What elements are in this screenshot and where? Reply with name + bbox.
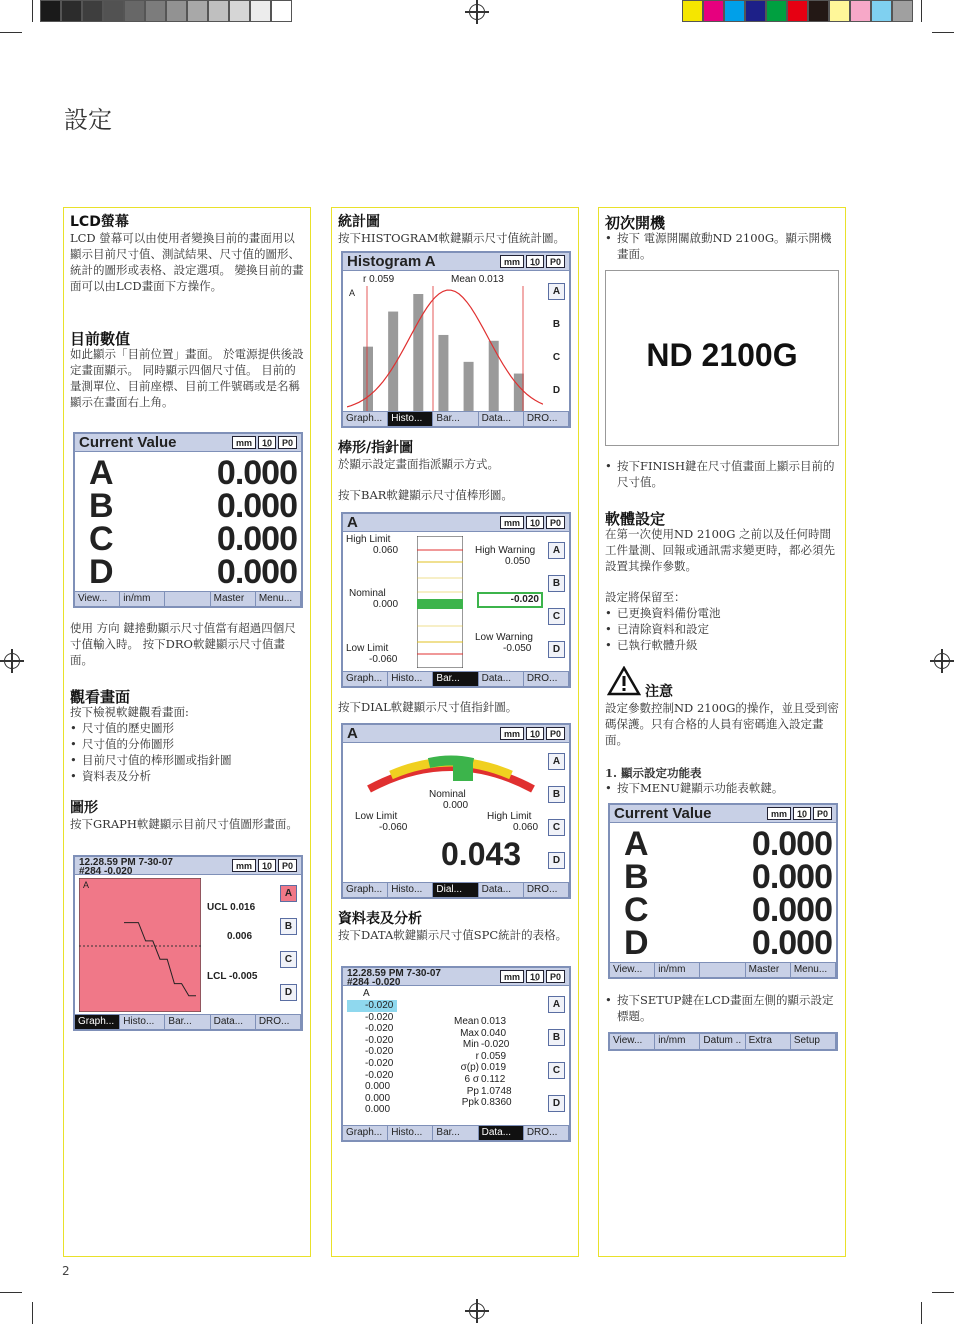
bar-text-2: 按下BAR軟鍵顯示尺寸值棒形圖。 (338, 488, 513, 502)
stat-value: 0.112 (481, 1073, 506, 1085)
part-indicator: P0 (546, 727, 565, 740)
low-limit-label: Low Limit (355, 811, 398, 822)
stat-row (445, 1039, 531, 1051)
color-swatch (703, 0, 724, 22)
softkey-dro[interactable]: DRO... (256, 1015, 301, 1029)
data-row: -0.020 (365, 1011, 394, 1023)
axis-key-b[interactable]: B (548, 786, 565, 803)
first-heading: 初次開機 (605, 214, 666, 232)
keep-list (605, 605, 841, 653)
scroll-text: 使用 方向 鍵捲動顯示尺寸值當有超過四個尺寸值輸入時。 按下DRO軟鍵顯示尺寸值畫面。 (70, 621, 296, 667)
unit-in-icon: 1̲0 (258, 859, 276, 872)
axis-value: 0.000 (751, 858, 832, 896)
unit-mm: mm (500, 970, 524, 983)
unit-mm: mm (767, 807, 791, 820)
stat-value: 0.019 (481, 1062, 507, 1074)
soft-heading: 軟體設定 (605, 510, 666, 528)
menu-heading: 1. 顯示設定功能表 (605, 766, 702, 780)
stat-row (445, 1074, 531, 1086)
unit-in-icon: 1̲0 (526, 516, 544, 529)
softkey-master[interactable]: Master (746, 963, 791, 977)
data-timestamp: 12.28.59 PM 7-30-07 (347, 968, 441, 979)
unit-in-icon: 1̲0 (526, 970, 544, 983)
axis-label: D (624, 924, 649, 962)
bar-screen (341, 512, 571, 688)
crop-mark (932, 32, 954, 33)
color-swatch (829, 0, 850, 22)
stat-label: Ppk (461, 1097, 479, 1109)
axis-key-c[interactable]: C (548, 819, 565, 836)
current-value-screen (73, 432, 303, 608)
high-limit-label: High Limit (487, 811, 532, 822)
registration-mark-icon (469, 1303, 485, 1319)
color-swatch (61, 0, 82, 22)
color-swatch (250, 0, 271, 22)
color-swatch (229, 0, 250, 22)
soft-text: 在第一次使用ND 2100G 之前以及任何時間工件量測、回報或通訊需求變更時，都必須先設置其操作參數。 (605, 527, 835, 573)
axis-label: A (89, 454, 114, 492)
low-limit-value: -0.060 (369, 654, 398, 665)
unit-in-icon: 1̲0 (526, 727, 544, 740)
data-row: -0.020 (365, 1069, 394, 1081)
softkey-graph[interactable]: Graph... (75, 1015, 120, 1029)
screen-title: Current Value (79, 434, 177, 451)
histogram-screen (341, 251, 571, 428)
color-swatch (682, 0, 703, 22)
color-swatch (271, 0, 292, 22)
graph-part: #284 -0.020 (79, 866, 133, 877)
page-title: 設定 (64, 106, 112, 134)
softkey-data[interactable]: Data... (479, 1126, 524, 1140)
axis-key-a[interactable]: A (548, 283, 565, 300)
stat-value: 0.059 (481, 1050, 507, 1062)
stat-row (445, 1086, 531, 1098)
note-heading: 注意 (645, 684, 673, 700)
splash-text: ND 2100G (646, 337, 798, 373)
axis-value: 0.000 (751, 825, 832, 863)
softkey-dro[interactable]: DRO... (524, 883, 569, 897)
softkey-graph[interactable]: Graph... (343, 883, 388, 897)
stat-value: 0.013 (481, 1016, 507, 1027)
axis-key-b[interactable]: B (548, 575, 565, 592)
stat-label: Mean (453, 1016, 479, 1027)
axis-key-d[interactable]: D (548, 1095, 565, 1112)
page-number: 2 (62, 1264, 70, 1278)
softkey-setup[interactable]: Setup (791, 1034, 836, 1049)
axis-label: B (624, 858, 649, 896)
screen-axis: A (347, 514, 358, 531)
low-limit-value: -0.060 (379, 822, 408, 833)
dial-text: 按下DIAL軟鍵顯示尺寸值指針圖。 (338, 700, 518, 714)
axis-label: B (89, 487, 114, 525)
nominal-value: 0.000 (373, 599, 399, 610)
low-limit-label: Low Limit (346, 643, 389, 654)
softkey-data[interactable]: Data... (479, 883, 524, 897)
axis-value: 0.000 (751, 891, 832, 929)
softkey-in-mm[interactable]: in/mm (655, 963, 700, 977)
histogram-bar (464, 362, 474, 411)
stat-row (445, 1028, 531, 1040)
unit-mm: mm (232, 436, 256, 449)
axis-key-a[interactable]: A (548, 996, 565, 1013)
color-swatch (103, 0, 124, 22)
softkey-menu[interactable]: Menu... (791, 963, 836, 977)
histogram-bar (514, 374, 524, 411)
axis-key-d[interactable]: D (548, 641, 565, 658)
graph-plot (79, 878, 201, 1012)
dial-reading: 0.043 (441, 836, 522, 872)
view-text: 按下檢視軟鍵觀看畫面: (70, 705, 189, 719)
color-swatch (892, 0, 913, 22)
softkey-blank[interactable] (700, 963, 745, 977)
stat-row (445, 1051, 531, 1063)
crop-mark (32, 1302, 33, 1324)
crop-mark (921, 0, 922, 22)
unit-in-icon: 1̲0 (793, 807, 811, 820)
softkey-menu[interactable]: Menu... (256, 592, 301, 606)
list-item: • 尺寸值的分佈圖形 (70, 736, 306, 752)
list-item: • 按下 電源開關啟動ND 2100G。顯示開機畫面。 (605, 230, 841, 262)
crop-mark (0, 1292, 22, 1293)
screen-axis: A (347, 725, 358, 742)
warning-icon (607, 666, 641, 696)
graph-timestamp: 12.28.59 PM 7-30-07 (79, 857, 173, 868)
column-3 (598, 207, 846, 1257)
axis-key-b[interactable]: B (280, 918, 297, 935)
current-reading: -0.020 (477, 592, 543, 608)
menu-list (605, 780, 841, 796)
swatches-right (682, 0, 913, 22)
softkey-histo[interactable]: Histo... (388, 883, 433, 897)
softkey-graph[interactable]: Graph... (343, 672, 388, 686)
unit-in-icon: 1̲0 (258, 436, 276, 449)
color-swatch (808, 0, 829, 22)
histogram-axis-label: A (349, 288, 356, 298)
axis-key-b[interactable]: B (548, 1029, 565, 1046)
bar-heading: 棒形/指針圖 (338, 440, 414, 456)
axis-value: 0.000 (216, 454, 297, 492)
axis-key-d[interactable]: D (280, 984, 297, 1001)
column-2 (331, 207, 579, 1257)
unit-mm: mm (500, 516, 524, 529)
nominal-label: Nominal (429, 789, 466, 800)
first-list (605, 230, 841, 262)
splash-screen (605, 270, 839, 446)
histogram-bar (413, 294, 423, 411)
data-screen (341, 966, 571, 1142)
high-warning-value: 0.050 (505, 556, 531, 567)
softkey-histo[interactable]: Histo... (388, 672, 433, 686)
current-text: 如此顯示「目前位置」畫面。 於電源提供後設定畫面顯示。 同時顯示四個尺寸值。 目前的量測單位、目前座標、目前工件號碼或是名稱顯示在畫面右上角。 (70, 347, 304, 409)
softkey-graph[interactable]: Graph... (343, 1126, 388, 1140)
softkey-view[interactable]: View... (75, 592, 120, 606)
nominal-value: 0.000 (443, 800, 469, 811)
registration-mark-icon (469, 4, 485, 20)
high-limit-label: High Limit (346, 534, 391, 545)
axis-key-d[interactable]: D (552, 385, 561, 396)
data-text: 按下DATA軟鍵顯示尺寸值SPC統計的表格。 (338, 928, 568, 942)
part-indicator: P0 (813, 807, 832, 820)
stat-value: -0.020 (481, 1039, 510, 1051)
stat-label: Min (462, 1039, 479, 1051)
part-indicator: P0 (546, 255, 565, 268)
crop-mark (921, 1302, 922, 1324)
data-row: -0.020 (347, 1000, 397, 1012)
axis-label: A (624, 825, 649, 863)
histogram-bar (363, 347, 373, 411)
current-value-screen-2 (608, 803, 838, 979)
softkey-bar[interactable]: Bar... (433, 672, 478, 686)
color-swatch (766, 0, 787, 22)
lcd-text: LCD 螢幕可以由使用者變換目前的畫面用以顯示目前尺寸值、測試結果、尺寸值的圖形、統計的圖形或表格、設定選項。 變換目前的畫面可以由LCD畫面下方操作。 (70, 231, 304, 293)
bar-gauge (417, 536, 463, 668)
stat-heading: 統計圖 (338, 214, 380, 230)
low-warning-label: Low Warning (475, 632, 533, 643)
softkey-dial[interactable]: Dial... (433, 883, 478, 897)
stat-value: 1.0748 (481, 1085, 512, 1097)
color-swatch (40, 0, 61, 22)
color-swatch (724, 0, 745, 22)
softkey-extra[interactable]: Extra (746, 1034, 791, 1049)
lcl-label: LCL -0.005 (207, 971, 258, 982)
part-indicator: P0 (546, 516, 565, 529)
axis-key-c[interactable]: C (280, 951, 297, 968)
unit-in-icon: 1̲0 (526, 255, 544, 268)
data-row: -0.020 (365, 1046, 394, 1058)
center-label: 0.006 (227, 931, 253, 942)
mean-label: Mean 0.013 (451, 274, 504, 285)
softkey-dro[interactable]: DRO... (524, 672, 569, 686)
data-row: -0.020 (365, 1023, 394, 1035)
high-warning-label: High Warning (475, 545, 536, 556)
stat-row (445, 1097, 531, 1109)
color-swatch (208, 0, 229, 22)
color-swatch (187, 0, 208, 22)
softkey-in-mm[interactable]: in/mm (655, 1034, 700, 1049)
graph-screen (73, 855, 303, 1031)
axis-key-b[interactable]: B (552, 319, 561, 330)
softkey-histo[interactable]: Histo... (388, 412, 433, 426)
lcd-heading: LCD螢幕 (70, 214, 129, 230)
list-item: • 按下FINISH鍵在尺寸值畫面上顯示目前的尺寸值。 (605, 458, 841, 490)
axis-key-c[interactable]: C (548, 1062, 565, 1079)
softkey-histo[interactable]: Histo... (388, 1126, 433, 1140)
nominal-label: Nominal (349, 588, 386, 599)
stat-label: Pp (466, 1085, 479, 1097)
crop-mark (32, 0, 33, 22)
swatches-left (40, 0, 292, 22)
data-part: #284 -0.020 (347, 977, 401, 988)
list-item: • 資料表及分析 (70, 768, 306, 784)
axis-key-c[interactable]: C (548, 608, 565, 625)
axis-label: D (89, 553, 114, 591)
crop-mark (0, 32, 22, 33)
view-list (70, 720, 306, 784)
ucl-label: UCL 0.016 (207, 902, 256, 913)
list-item: • 已更換資料備份電池 (605, 605, 841, 621)
axis-value: 0.000 (216, 520, 297, 558)
finish-list (605, 458, 841, 490)
softkey-datum[interactable]: Datum .. (700, 1034, 745, 1049)
stats-list (445, 1016, 531, 1109)
axis-key-c[interactable]: C (552, 352, 561, 363)
axis-value: 0.000 (216, 553, 297, 591)
graph-axis-label: A (83, 880, 90, 890)
data-row: -0.020 (365, 1057, 394, 1069)
crop-mark (932, 1292, 954, 1293)
stat-label: 6 σ (464, 1073, 479, 1085)
graph-header (79, 858, 173, 876)
data-row: 0.000 (365, 1104, 391, 1116)
list-item: • 按下MENU鍵顯示功能表軟鍵。 (605, 780, 841, 796)
color-swatch (871, 0, 892, 22)
color-swatch (166, 0, 187, 22)
axis-label: C (624, 891, 649, 929)
color-swatch (850, 0, 871, 22)
softkey-in-mm[interactable]: in/mm (120, 592, 165, 606)
graph-heading: 圖形 (70, 800, 98, 816)
histogram-plot (347, 286, 543, 411)
data-header (347, 969, 441, 987)
screen-title: Current Value (614, 805, 712, 822)
color-swatch (145, 0, 166, 22)
color-swatch (82, 0, 103, 22)
stat-value: 0.040 (481, 1027, 507, 1039)
stat-text: 按下HISTOGRAM軟鍵顯示尺寸值統計圖。 (338, 231, 565, 245)
list-item: • 目前尺寸值的棒形圖或指針圖 (70, 752, 306, 768)
axis-key-a[interactable]: A (548, 753, 565, 770)
softkey-view[interactable]: View... (610, 1034, 655, 1049)
dial-screen (341, 723, 571, 899)
part-indicator: P0 (278, 436, 297, 449)
graph-text: 按下GRAPH軟鍵顯示目前尺寸值圖形畫面。 (70, 817, 298, 831)
stat-label: r (475, 1050, 479, 1062)
softkey-bar[interactable]: Bar... (165, 1015, 210, 1029)
data-heading: 資料表及分析 (338, 911, 422, 927)
softkey-data[interactable]: Data... (479, 672, 524, 686)
low-warning-value: -0.050 (503, 643, 532, 654)
view-heading: 觀看畫面 (70, 688, 131, 706)
range-label: r 0.059 (363, 274, 395, 285)
histogram-bar (438, 335, 448, 411)
unit-mm: mm (232, 859, 256, 872)
bar-text-1: 於顯示設定畫面指派顯示方式。 (338, 457, 499, 471)
axis-value: 0.000 (216, 487, 297, 525)
part-indicator: P0 (278, 859, 297, 872)
axis-value: 0.000 (751, 924, 832, 962)
column-1 (63, 207, 311, 1257)
current-heading: 目前數值 (70, 330, 131, 348)
softkey-histo[interactable]: Histo... (120, 1015, 165, 1029)
softkey-blank[interactable] (165, 592, 210, 606)
data-row: -0.020 (365, 1034, 394, 1046)
screen-title: Histogram A (347, 253, 436, 270)
softkey-master[interactable]: Master (211, 592, 256, 606)
list-item: • 尺寸值的歷史圖形 (70, 720, 306, 736)
list-item: • 已清除資料和設定 (605, 621, 841, 637)
softkey-view[interactable]: View... (610, 963, 655, 977)
data-axis-label: A (363, 988, 370, 999)
setup-list (605, 992, 841, 1024)
high-limit-value: 0.060 (513, 822, 539, 833)
unit-mm: mm (500, 727, 524, 740)
data-row: 0.000 (365, 1081, 391, 1093)
axis-key-d[interactable]: D (548, 852, 565, 869)
stat-row (445, 1062, 531, 1074)
data-row: 0.000 (365, 1092, 391, 1104)
list-item: • 已執行軟體升級 (605, 637, 841, 653)
softkey-graph[interactable]: Graph... (343, 412, 388, 426)
keep-text: 設定將保留至： (605, 590, 686, 604)
axis-key-a[interactable]: A (548, 542, 565, 559)
stat-row (445, 1016, 531, 1028)
registration-mark-icon (934, 653, 950, 669)
softkey-dro[interactable]: DRO... (524, 412, 569, 426)
softkey-data[interactable]: Data... (211, 1015, 256, 1029)
high-limit-value: 0.060 (373, 545, 399, 556)
stat-label: Max (460, 1027, 479, 1039)
list-item: • 按下SETUP鍵在LCD畫面左側的顯示設定標題。 (605, 992, 841, 1024)
softkey-data[interactable]: Data... (479, 412, 524, 426)
registration-mark-icon (4, 653, 20, 669)
stat-value: 0.8360 (481, 1097, 512, 1109)
part-indicator: P0 (546, 970, 565, 983)
axis-label: C (89, 520, 114, 558)
softkey-dro[interactable]: DRO... (524, 1126, 569, 1140)
color-swatch (745, 0, 766, 22)
softkey-bar[interactable]: Bar... (433, 1126, 478, 1140)
softkey-bar[interactable]: Bar... (433, 412, 478, 426)
color-swatch (787, 0, 808, 22)
unit-mm: mm (500, 255, 524, 268)
setup-softkey-bar (608, 1032, 838, 1051)
note-text: 設定參數控制ND 2100G的操作，並且受到密碼保護。只有合格的人員有密碼進入設定畫面。 (605, 701, 839, 747)
data-list (347, 1000, 397, 1116)
stat-label: σ(p) (460, 1062, 479, 1074)
color-swatch (124, 0, 145, 22)
histogram-bar (489, 341, 499, 411)
axis-key-a[interactable]: A (280, 885, 297, 902)
